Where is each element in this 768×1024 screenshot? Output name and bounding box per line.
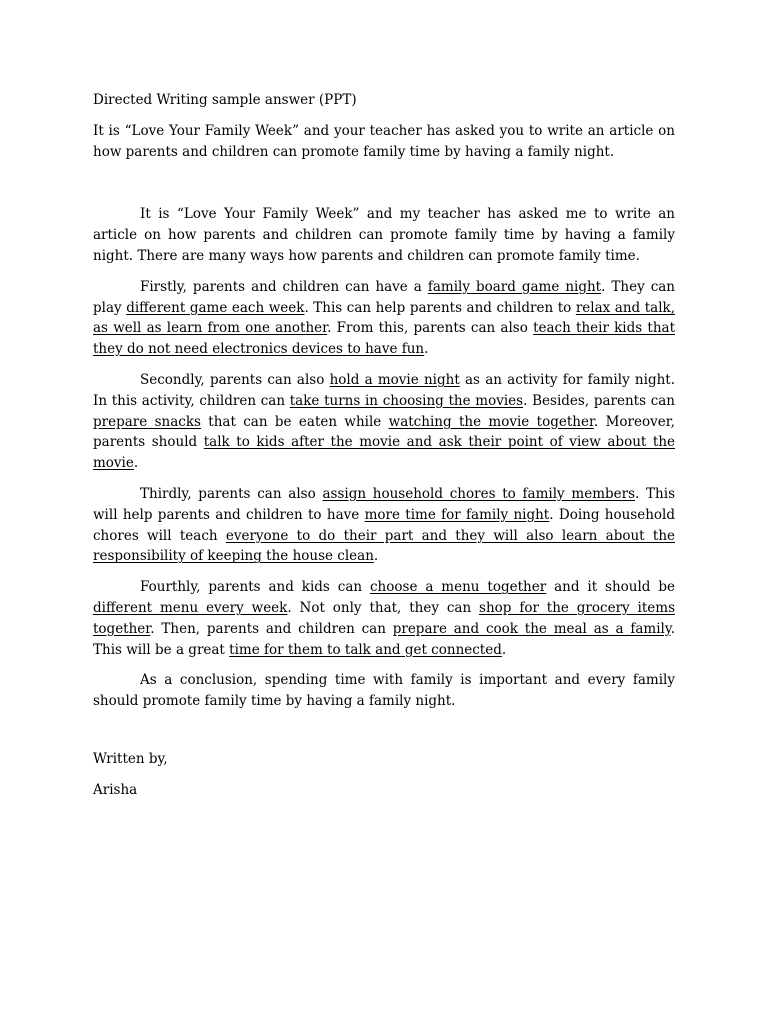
article-body (93, 204, 675, 712)
underlined-phrase: choose a menu together (370, 579, 547, 596)
spacer (93, 162, 675, 204)
text-run: It is “Love Your Family Week” and my teacher has asked me to write an article on how parents and children can promote family time by having a family night. There are many ways how parents and children can promote family time. (93, 206, 675, 264)
text-run: . Then, parents and children can (150, 620, 393, 637)
underlined-phrase: teach their kids that they do not need electronics devices to have fun (93, 320, 676, 358)
text-run: . They can play (93, 278, 676, 316)
text-run: . Doing household chores will teach (93, 506, 676, 544)
underlined-phrase: different game each week (126, 299, 305, 316)
text-run: that can be eaten while (200, 413, 389, 430)
article-paragraph (93, 577, 675, 660)
article-paragraph (93, 370, 675, 474)
text-run: . (424, 341, 429, 358)
underlined-phrase: time for them to talk and get connected (229, 641, 502, 658)
article-paragraph (93, 484, 675, 567)
text-run: Secondly, parents can also (140, 371, 330, 388)
underlined-phrase: prepare snacks (93, 413, 201, 430)
text-run: . Not only that, they can (287, 599, 480, 616)
author-name: Arisha (93, 781, 138, 798)
underlined-phrase: everyone to do their part and they will also learn about the responsibility of keeping the house clean (93, 527, 675, 565)
document-page (93, 90, 675, 811)
task-prompt: It is “Love Your Family Week” and your teacher has asked you to write an article on how parents and children can promote family time by having a family night. (93, 122, 675, 160)
underlined-phrase: watching the movie together (388, 413, 594, 430)
underlined-phrase: relax and talk, as well as learn from one another (93, 299, 675, 337)
underlined-phrase: different menu every week (93, 599, 288, 616)
article-paragraph (93, 204, 675, 266)
article-paragraph (93, 277, 675, 360)
text-run: Fourthly, parents and kids can (140, 579, 370, 596)
text-run: . (133, 455, 139, 472)
text-run: Firstly, parents and children can have a (140, 278, 428, 295)
underlined-phrase: family board game night (427, 278, 602, 295)
written-by-label: Written by, (93, 750, 168, 767)
text-run: . (501, 641, 507, 658)
underlined-phrase: prepare and cook the meal as a family (392, 620, 671, 637)
text-run: . This can help parents and children to (304, 299, 576, 316)
article-paragraph (93, 670, 675, 712)
text-run: Thirdly, parents can also (140, 485, 323, 502)
text-run: . Moreover, parents should (93, 413, 675, 451)
underlined-phrase: hold a movie night (329, 371, 460, 388)
underlined-phrase: shop for the grocery items together (93, 599, 675, 637)
text-run: and it should be (546, 579, 675, 596)
text-run: . Besides, parents can (523, 392, 676, 409)
text-run: as an activity for family night. In this activity, children can (93, 371, 675, 409)
underlined-phrase: assign household chores to family members (322, 485, 636, 502)
document-heading: Directed Writing sample answer (PPT) (93, 92, 357, 108)
closing-block (93, 749, 675, 801)
underlined-phrase: more time for family night (364, 506, 550, 523)
text-run: . This will be a great (93, 620, 675, 658)
underlined-phrase: talk to kids after the movie and ask their point of view about the movie (93, 434, 675, 472)
underlined-phrase: take turns in choosing the movies (289, 392, 524, 409)
text-run: . (373, 548, 379, 565)
text-run: As a conclusion, spending time with family is important and every family should promote family time by having a family night. (93, 672, 675, 710)
text-run: . From this, parents can also (327, 320, 534, 337)
text-run: . This will help parents and children to have (93, 485, 676, 523)
